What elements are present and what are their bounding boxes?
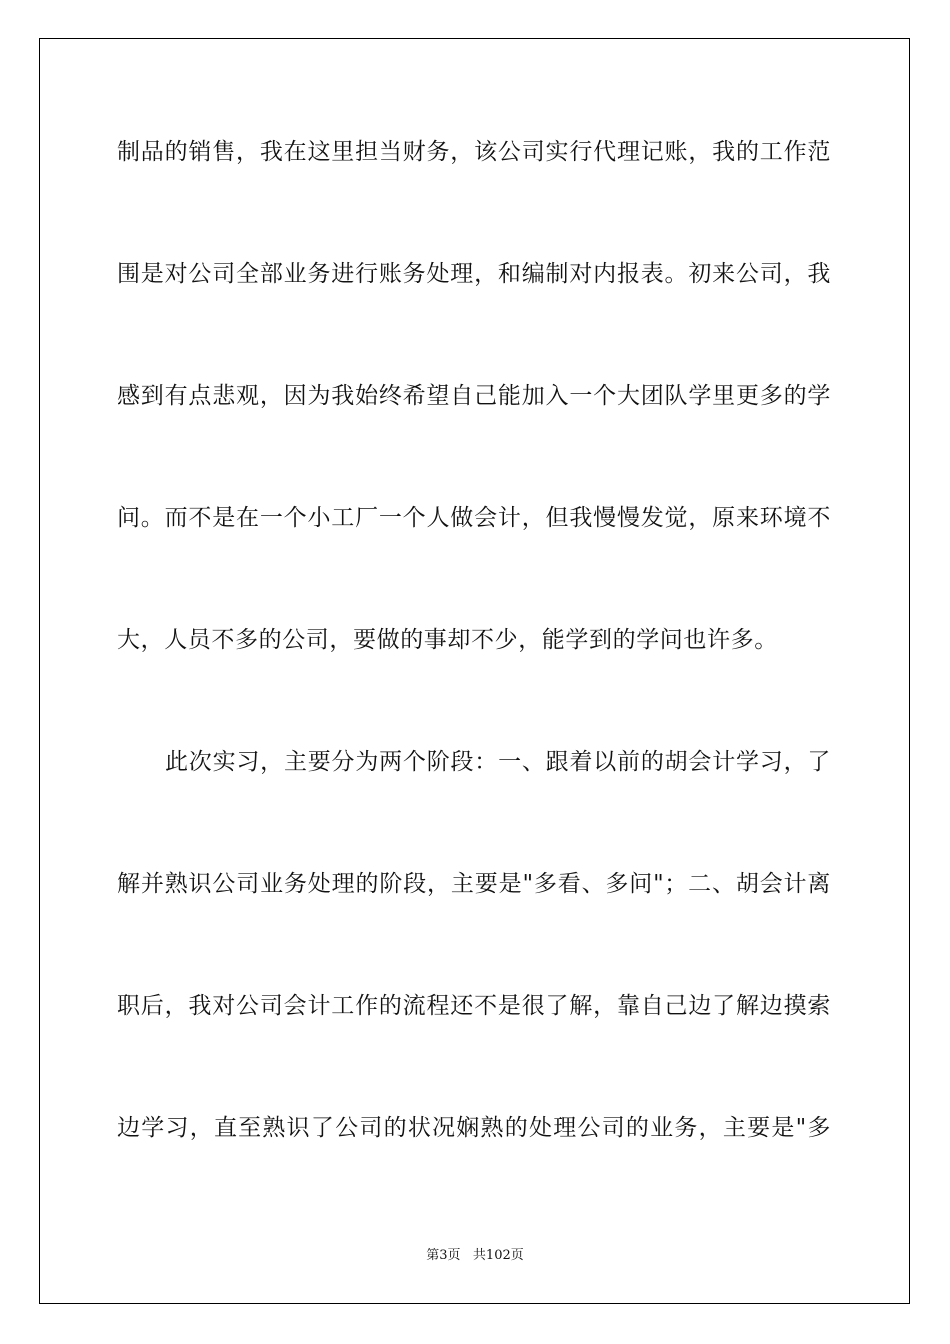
document-body bbox=[117, 130, 831, 1228]
paragraph-line: 制品的销售，我在这里担当财务，该公司实行代理记账，我的工作范 bbox=[117, 139, 831, 165]
page-total: 共102页 bbox=[472, 1248, 524, 1263]
page-number: 第3页 bbox=[426, 1248, 461, 1263]
paragraph-line: 大，人员不多的公司，要做的事却不少，能学到的学问也许多。 bbox=[117, 627, 778, 653]
paragraph-line: 边学习，直至熟识了公司的状况娴熟的处理公司的业务，主要是"多 bbox=[117, 1115, 831, 1141]
paragraph-line: 解并熟识公司业务处理的阶段，主要是"多看、多问"；二、胡会计离 bbox=[117, 871, 831, 897]
paragraph-line: 此次实习，主要分为两个阶段：一、跟着以前的胡会计学习，了 bbox=[165, 749, 831, 775]
paragraph-line: 感到有点悲观，因为我始终希望自己能加入一个大团队学里更多的学 bbox=[117, 383, 831, 409]
page-footer bbox=[0, 1246, 950, 1266]
paragraph-line: 问。而不是在一个小工厂一个人做会计，但我慢慢发觉，原来环境不 bbox=[117, 505, 831, 531]
paragraph-line: 职后，我对公司会计工作的流程还不是很了解，靠自己边了解边摸索 bbox=[117, 993, 831, 1019]
paragraph-line: 围是对公司全部业务进行账务处理，和编制对内报表。初来公司，我 bbox=[117, 261, 831, 287]
